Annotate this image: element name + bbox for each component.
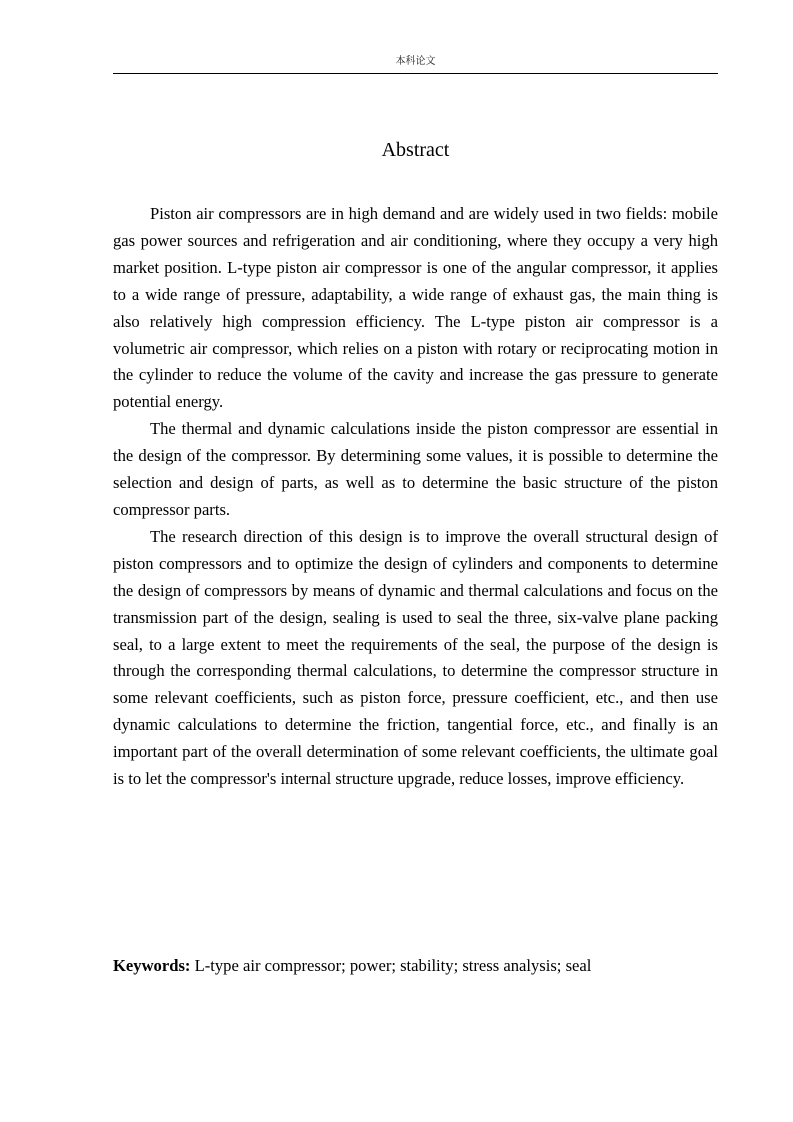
abstract-paragraph-3: The research direction of this design is to improve the overall structural design of piston compressors and to optimize the design of cylinders and components to determine the design of compressors by means of dynamic and thermal calculations and focus on the transmission part of the design, sealing is used to seal the three, six-valve plane packing seal, to a large extent to meet the requirements of the seal, the purpose of the design is through the corresponding thermal calculations, to determine the compressor structure in some relevant coefficients, such as piston force, pressure coefficient, etc., and then use dynamic calculations to determine the friction, tangential force, etc., and finally is an important part of the overall determination of some relevant coefficients, the ultimate goal is to let the compressor's internal structure upgrade, reduce losses, improve efficiency. [113, 526, 718, 789]
running-header: 本科论文 [395, 56, 436, 67]
abstract-body [113, 201, 718, 793]
keywords-label: Keywords: [113, 956, 191, 975]
abstract-paragraph-1: Piston air compressors are in high demand and are widely used in two fields: mobile gas power sources and refrigeration and air conditioning, where they occupy a very high market position. L-type piston air compressor is one of the angular compressor, it applies to a wide range of pressure, adaptability, a wide range of exhaust gas, the main thing is also relatively high compression efficiency. The L-type piston air compressor is a volumetric air compressor, which relies on a piston with rotary or reciprocating motion in the cylinder to reduce the volume of the cavity and increase the gas pressure to generate potential energy. [113, 204, 718, 412]
header-rule [113, 73, 718, 74]
abstract-paragraph-2: The thermal and dynamic calculations inside the piston compressor are essential in the design of the compressor. By determining some values, it is possible to determine the selection and design of parts, as well as to determine the basic structure of the piston compressor parts. [113, 419, 718, 519]
keywords-text: L-type air compressor; power; stability; stress analysis; seal [194, 956, 592, 975]
page-title: Abstract [381, 139, 450, 161]
keywords-line [113, 953, 718, 979]
